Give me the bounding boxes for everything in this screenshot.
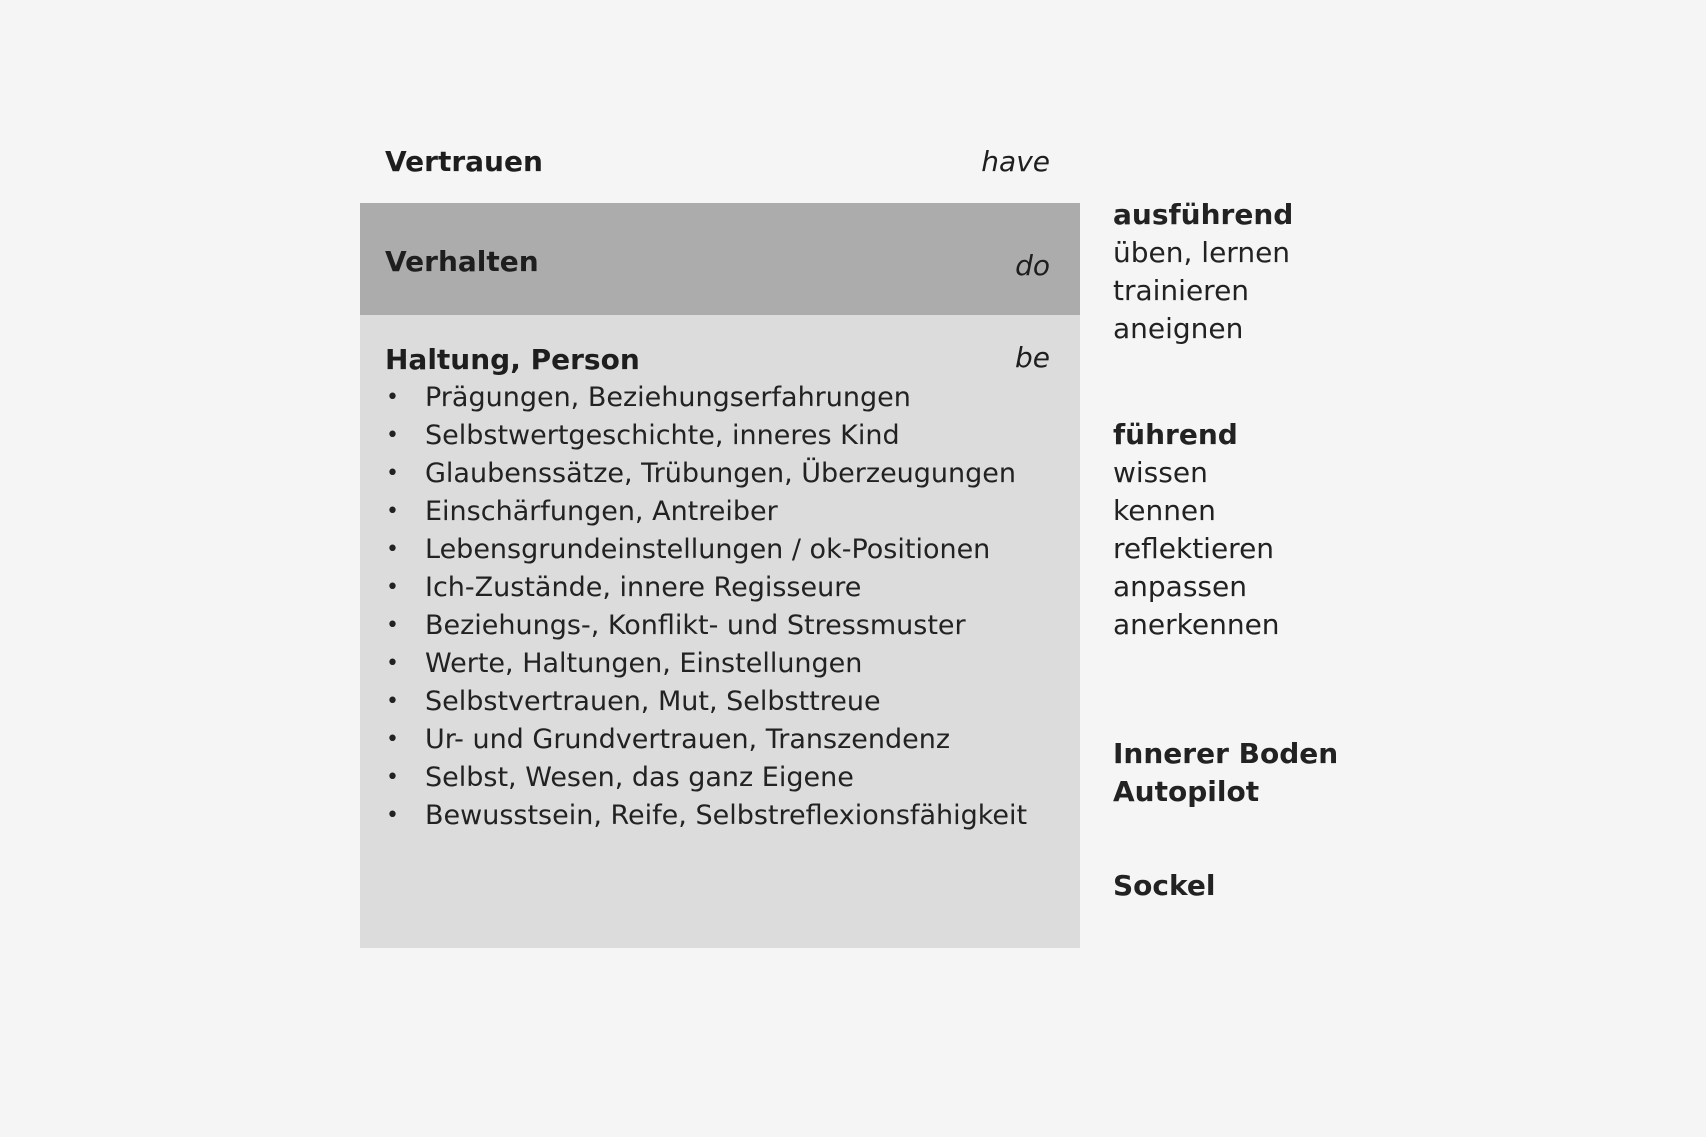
row-tag-be: be bbox=[1015, 341, 1050, 374]
side-line: kennen bbox=[1113, 494, 1216, 527]
haltung-item-list bbox=[384, 379, 1027, 835]
list-item: • Lebensgrundeinstellungen / ok-Positionen bbox=[384, 531, 1027, 569]
side-line: wissen bbox=[1113, 456, 1208, 489]
bullet-icon: • bbox=[386, 803, 399, 828]
side-line: anpassen bbox=[1113, 570, 1247, 603]
side-line: aneignen bbox=[1113, 312, 1244, 345]
row-label-haltung-person: Haltung, Person bbox=[385, 343, 640, 376]
list-item: • Selbstvertrauen, Mut, Selbsttreue bbox=[384, 683, 1027, 721]
bullet-icon: • bbox=[386, 765, 399, 790]
bullet-icon: • bbox=[386, 575, 399, 600]
row-label-vertrauen: Vertrauen bbox=[385, 145, 543, 178]
side-heading-innerer-boden: Innerer Boden bbox=[1113, 737, 1339, 770]
list-item: • Prägungen, Beziehungserfahrungen bbox=[384, 379, 1027, 417]
list-item: • Glaubenssätze, Trübungen, Überzeugungen bbox=[384, 455, 1027, 493]
list-item: • Ich-Zustände, innere Regisseure bbox=[384, 569, 1027, 607]
bullet-icon: • bbox=[386, 461, 399, 486]
bullet-icon: • bbox=[386, 385, 399, 410]
list-item: • Einschärfungen, Antreiber bbox=[384, 493, 1027, 531]
side-line: üben, lernen bbox=[1113, 236, 1291, 269]
list-item: • Beziehungs-, Konflikt- und Stressmuster bbox=[384, 607, 1027, 645]
bullet-icon: • bbox=[386, 727, 399, 752]
side-heading-fuehrend: führend bbox=[1113, 418, 1238, 451]
side-heading-autopilot: Autopilot bbox=[1113, 775, 1260, 808]
list-item: • Bewusstsein, Reife, Selbstreflexionsfähigkeit bbox=[384, 797, 1027, 835]
side-heading-ausfuehrend: ausführend bbox=[1113, 198, 1294, 231]
bullet-icon: • bbox=[386, 689, 399, 714]
list-item: • Ur- und Grundvertrauen, Transzendenz bbox=[384, 721, 1027, 759]
side-line: trainieren bbox=[1113, 274, 1250, 307]
bullet-icon: • bbox=[386, 423, 399, 448]
side-heading-sockel: Sockel bbox=[1113, 869, 1216, 902]
list-item: • Selbst, Wesen, das ganz Eigene bbox=[384, 759, 1027, 797]
bullet-icon: • bbox=[386, 537, 399, 562]
side-line: anerkennen bbox=[1113, 608, 1280, 641]
side-block-ausfuehrend bbox=[1113, 196, 1293, 348]
row-tag-do: do bbox=[1015, 249, 1050, 282]
bullet-icon: • bbox=[386, 613, 399, 638]
side-block-sockel bbox=[1113, 867, 1215, 905]
list-item: • Selbstwertgeschichte, inneres Kind bbox=[384, 417, 1027, 455]
list-item: • Werte, Haltungen, Einstellungen bbox=[384, 645, 1027, 683]
side-block-innerer-boden bbox=[1113, 735, 1338, 811]
bullet-icon: • bbox=[386, 499, 399, 524]
row-tag-have: have bbox=[981, 145, 1050, 178]
bullet-icon: • bbox=[386, 651, 399, 676]
side-block-fuehrend bbox=[1113, 416, 1280, 644]
side-line: reflektieren bbox=[1113, 532, 1275, 565]
row-label-verhalten: Verhalten bbox=[385, 245, 539, 278]
